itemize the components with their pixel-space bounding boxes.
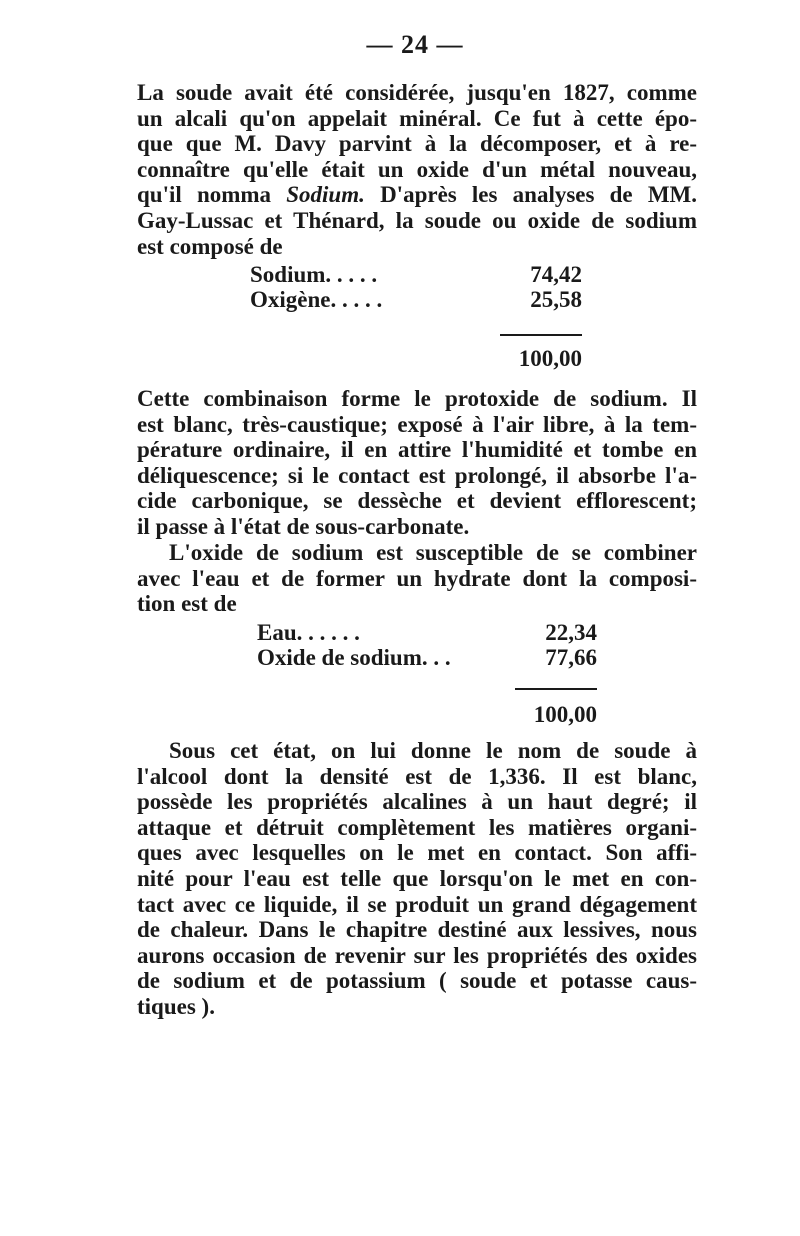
- text-line: tiques ).: [137, 993, 215, 1019]
- paragraph-4: [137, 738, 697, 1020]
- table-row: [257, 645, 597, 670]
- text-line: tion est de: [137, 591, 237, 617]
- text-line: ques avec lesquelles on le met en contact. Son affi-: [137, 840, 697, 866]
- text-line: attaque et détruit complètement les matières organi-: [137, 814, 697, 840]
- text-line: il passe à l'état de sous-carbonate.: [137, 513, 470, 539]
- text-line: connaître qu'elle était un oxide d'un métal nouveau,: [137, 156, 697, 182]
- component-name: Oxide de sodium. . .: [257, 645, 451, 670]
- text-line: pérature ordinaire, il en attire l'humidité et tombe en: [137, 437, 697, 463]
- text-line: déliquescence; si le contact est prolongé, il absorbe l'a-: [137, 462, 697, 488]
- text-line: est composé de: [137, 233, 283, 259]
- table-row: [250, 287, 582, 312]
- component-value: 22,34: [545, 620, 597, 645]
- component-value: 77,66: [545, 645, 597, 670]
- component-name: Oxigène. . . . .: [250, 287, 383, 312]
- composition-table-sodium-oxide: [250, 262, 582, 372]
- component-name: Eau. . . . . .: [257, 620, 360, 645]
- total-value: 100,00: [518, 346, 582, 371]
- text-line: cide carbonique, se dessèche et devient efflorescent;: [137, 488, 697, 514]
- paragraph-2: [137, 386, 697, 540]
- text-line: tact avec ce liquide, il se produit un grand dégagement: [137, 891, 697, 917]
- text-line: que que M. Davy parvint à la décomposer, et à re-: [137, 131, 697, 157]
- text-line: Gay-Lussac et Thénard, la soude ou oxide de sodium: [137, 207, 697, 233]
- table-row: [257, 620, 597, 645]
- total-value: 100,00: [533, 702, 597, 727]
- text-line: de sodium et de potassium ( soude et potasse caus-: [137, 968, 697, 994]
- text-line: un alcali qu'on appelait minéral. Ce fut à cette épo-: [137, 105, 697, 131]
- text-line: avec l'eau et de former un hydrate dont la composi-: [137, 565, 697, 591]
- component-value: 74,42: [530, 262, 582, 287]
- sum-rule: [515, 688, 597, 690]
- component-name: Sodium. . . . .: [250, 262, 378, 287]
- text-line: nité pour l'eau est telle que lorsqu'on le met en con-: [137, 865, 697, 891]
- text-line: possède les propriétés alcalines à un haut degré; il: [137, 789, 697, 815]
- component-value: 25,58: [530, 287, 582, 312]
- page-number: — 24 —: [366, 30, 464, 59]
- text-line: L'oxide de sodium est susceptible de se combiner: [169, 540, 697, 565]
- text-line: l'alcool dont la densité est de 1,336. Il est blanc,: [137, 763, 697, 789]
- text-line: aurons occasion de revenir sur les propriétés des oxides: [137, 942, 697, 968]
- text-line: Cette combinaison forme le protoxide de sodium. Il: [137, 386, 697, 411]
- text-line: La soude avait été considérée, jusqu'en 1827, comme: [137, 80, 697, 105]
- table-row: [250, 262, 582, 287]
- sum-rule: [500, 334, 582, 336]
- text-line: Sous cet état, on lui donne le nom de soude à: [169, 738, 697, 763]
- text-line: [137, 182, 697, 208]
- text-fragment: qu'il nomma: [137, 182, 287, 208]
- paragraph-3: [137, 540, 697, 617]
- text-line: est blanc, très-caustique; exposé à l'air libre, à la tem-: [137, 411, 697, 437]
- text-fragment: D'après les analyses de MM.: [364, 182, 697, 208]
- paragraph-1: [137, 80, 697, 259]
- text-line: de chaleur. Dans le chapitre destiné aux lessives, nous: [137, 917, 697, 943]
- composition-table-hydrate: [257, 620, 597, 730]
- sodium-term: Sodium.: [286, 182, 365, 208]
